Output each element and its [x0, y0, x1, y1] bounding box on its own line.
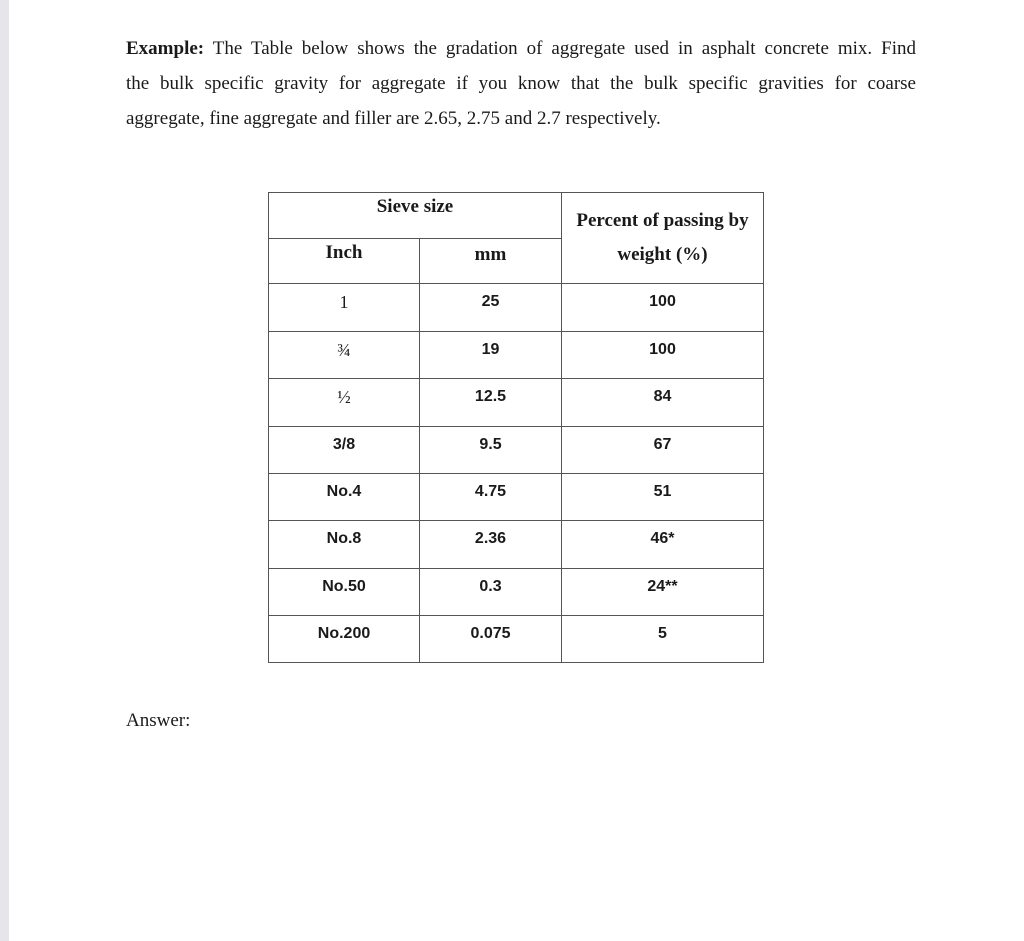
cell-inch: 3/8	[332, 436, 356, 453]
problem-line-2: the bulk specific gravity for aggregate if you know that the bulk specific gravities for coarse	[126, 73, 916, 94]
cell-mm: 2.36	[474, 530, 507, 547]
header-mm: mm	[474, 244, 507, 265]
problem-line-3: aggregate, fine aggregate and filler are 2.65, 2.75 and 2.7 respectively.	[126, 108, 661, 129]
page-left-border	[0, 0, 9, 941]
cell-percent-passing: 5	[658, 625, 667, 642]
grid-line	[269, 378, 763, 379]
cell-percent-passing: 100	[649, 293, 676, 310]
cell-percent-passing: 24**	[647, 578, 678, 595]
grid-line	[269, 615, 763, 616]
cell-mm: 9.5	[479, 436, 502, 453]
cell-inch: No.50	[322, 578, 366, 595]
gradation-table	[268, 192, 764, 663]
document-page	[9, 0, 1024, 941]
answer-label: Answer:	[126, 710, 191, 731]
cell-mm: 19	[481, 341, 500, 358]
grid-line	[269, 331, 763, 332]
problem-line-1	[126, 31, 916, 66]
cell-inch: ¾	[337, 340, 351, 360]
header-percent-line-1: Percent of passing by	[576, 210, 749, 231]
grid-line	[269, 283, 763, 284]
cell-inch: No.200	[317, 625, 371, 642]
cell-percent-passing: 46*	[650, 530, 675, 547]
cell-percent-passing: 67	[653, 436, 672, 453]
header-inch: Inch	[325, 242, 363, 263]
cell-inch: No.8	[326, 530, 362, 547]
cell-mm: 0.3	[479, 578, 502, 595]
grid-line	[269, 426, 763, 427]
grid-line	[269, 520, 763, 521]
cell-percent-passing: 84	[653, 388, 672, 405]
cell-mm: 0.075	[470, 625, 511, 642]
cell-mm: 12.5	[474, 388, 507, 405]
cell-percent-passing: 100	[649, 341, 676, 358]
cell-inch: 1	[339, 292, 349, 312]
header-percent-passing	[562, 204, 763, 272]
cell-inch: No.4	[326, 483, 362, 500]
grid-line	[269, 473, 763, 474]
cell-mm: 4.75	[474, 483, 507, 500]
cell-inch: ½	[337, 387, 351, 407]
problem-text-1: The Table below shows the gradation of aggregate used in asphalt concrete mix. Find	[204, 38, 916, 59]
cell-percent-passing: 51	[653, 483, 672, 500]
example-label: Example:	[126, 38, 205, 59]
problem-statement	[126, 31, 916, 136]
grid-line	[269, 568, 763, 569]
header-percent-line-2: weight (%)	[617, 244, 708, 265]
cell-mm: 25	[481, 293, 500, 310]
header-sieve-size: Sieve size	[376, 196, 454, 217]
